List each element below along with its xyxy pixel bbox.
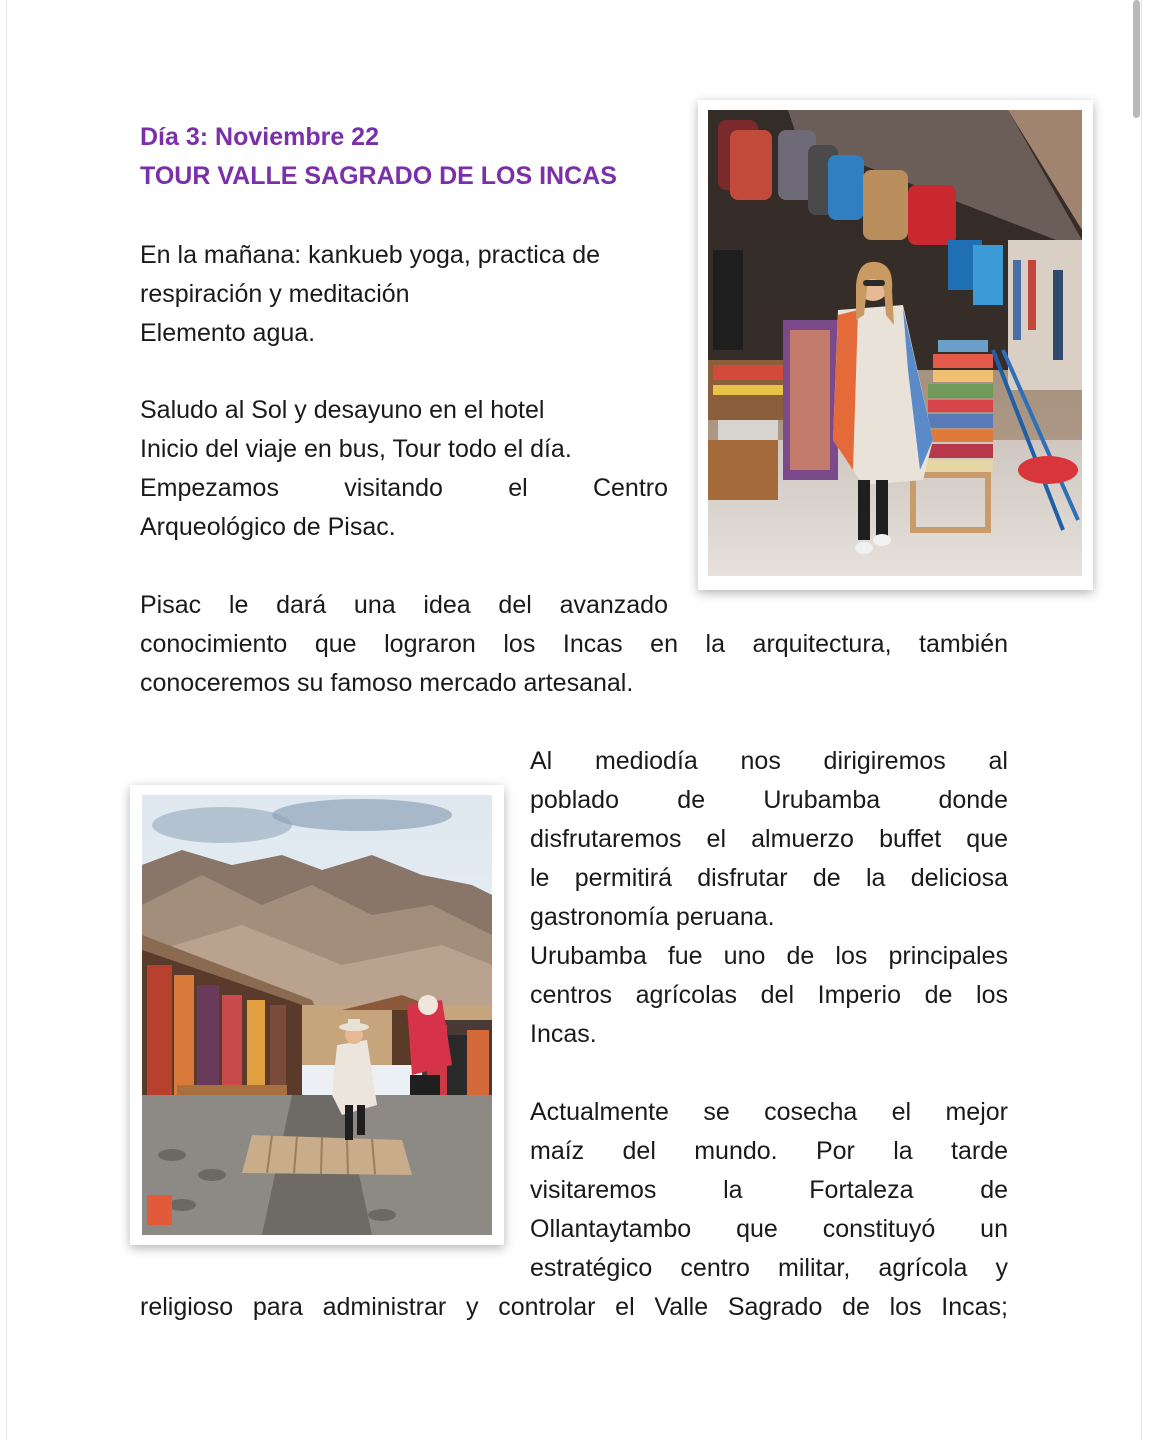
photo-pisac-market: [698, 100, 1093, 590]
text-line: le permitirá disfrutar de la deliciosa: [530, 864, 1008, 892]
text-line: En la mañana: kankueb yoga, practica de: [140, 241, 601, 269]
text-line: centros agrícolas del Imperio de los: [530, 981, 1008, 1009]
text-line: disfrutaremos el almuerzo buffet que: [530, 825, 1008, 853]
text-line: conoceremos su famoso mercado artesanal.: [140, 669, 634, 697]
text-line: Arqueológico de Pisac.: [140, 513, 396, 541]
text-line: Pisac le dará una idea del avanzado: [140, 591, 668, 619]
text-line: estratégico centro militar, agrícola y: [530, 1254, 1008, 1282]
text-line: respiración y meditación: [140, 280, 410, 308]
scrollbar-thumb[interactable]: [1133, 0, 1140, 118]
text-line: Elemento agua.: [140, 319, 316, 347]
text-line: religioso para administrar y controlar el Valle Sagrado de los Incas;: [140, 1293, 1008, 1321]
street-photo-illustration: [142, 795, 492, 1235]
text-line: Inicio del viaje en bus, Tour todo el día.: [140, 435, 572, 463]
scrollbar[interactable]: [1130, 0, 1142, 1440]
text-line: Al mediodía nos dirigiremos al: [530, 747, 1008, 775]
text-line: Actualmente se cosecha el mejor: [530, 1098, 1008, 1126]
text-line: maíz del mundo. Por la tarde: [530, 1137, 1008, 1165]
day-heading: Día 3: Noviembre 22: [140, 123, 379, 151]
text-line: Empezamos visitando el Centro: [140, 474, 668, 502]
text-line: Incas.: [530, 1020, 597, 1048]
text-line: conocimiento que lograron los Incas en la arquitectura, también: [140, 630, 1008, 658]
text-line: visitaremos la Fortaleza de: [530, 1176, 1008, 1204]
text-line: Saludo al Sol y desayuno en el hotel: [140, 396, 545, 424]
page-edge-left: [6, 0, 7, 1440]
text-line: poblado de Urubamba donde: [530, 786, 1008, 814]
text-line: gastronomía peruana.: [530, 903, 775, 931]
photo-valley-street: [130, 785, 504, 1245]
tour-heading: TOUR VALLE SAGRADO DE LOS INCAS: [140, 162, 617, 190]
text-line: Urubamba fue uno de los principales: [530, 942, 1008, 970]
text-line: Ollantaytambo que constituyó un: [530, 1215, 1008, 1243]
market-photo-illustration: [708, 110, 1082, 576]
